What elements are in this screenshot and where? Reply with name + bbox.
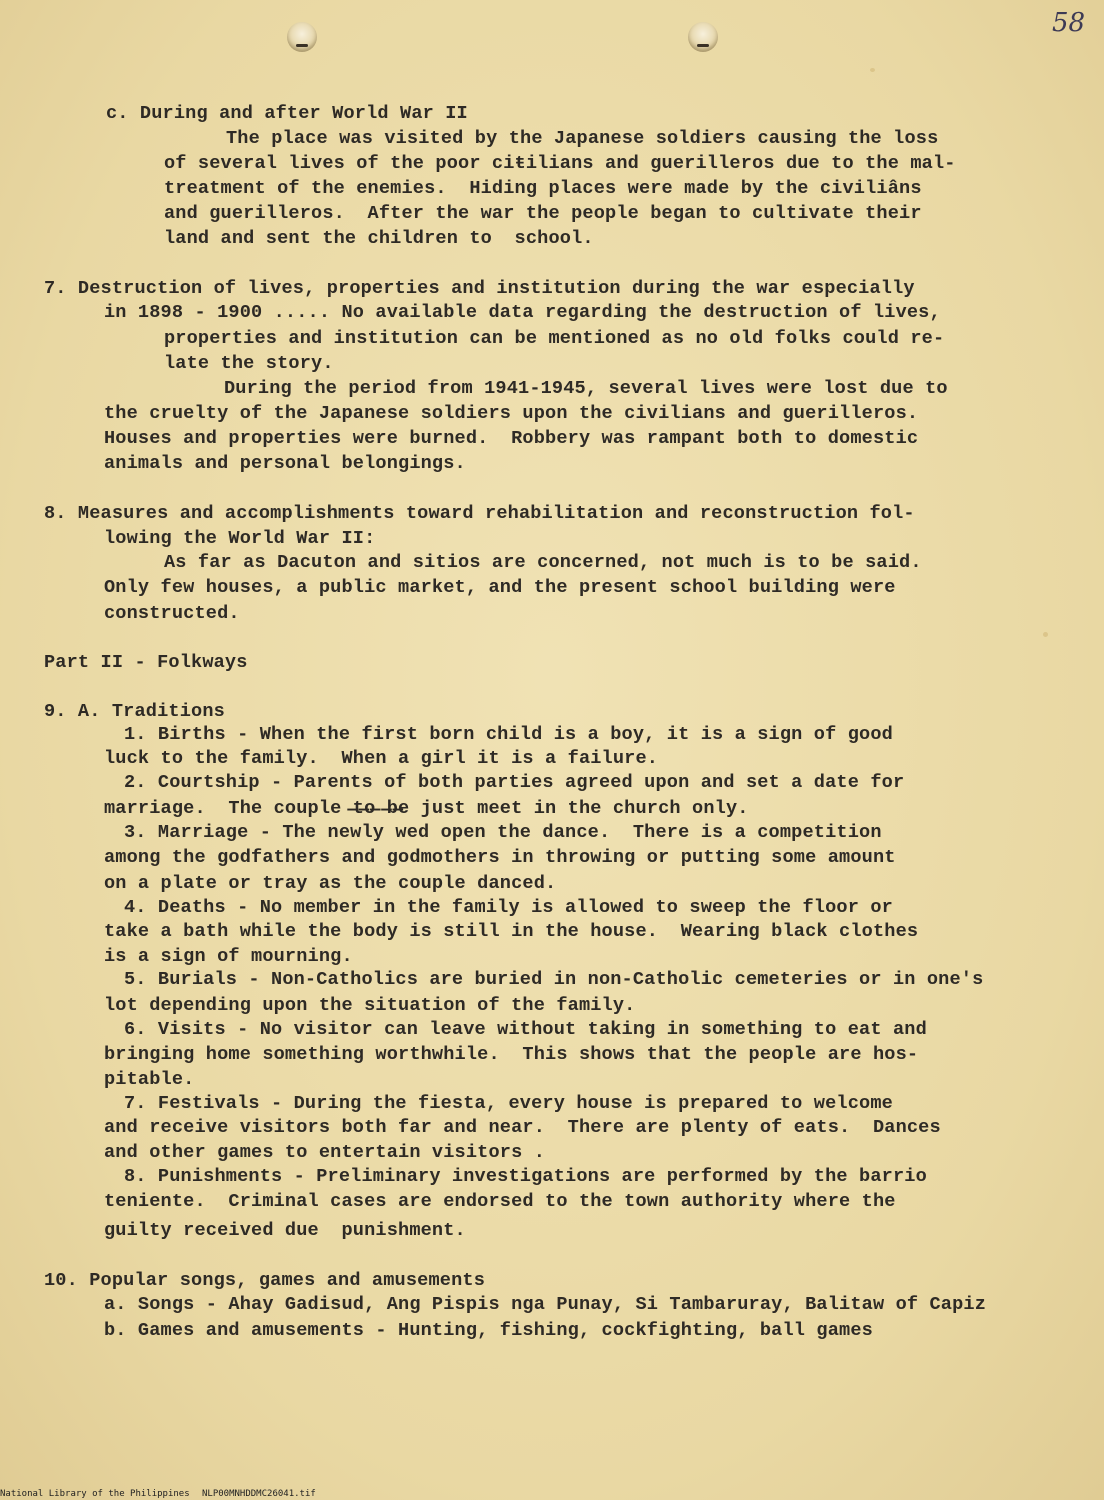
text-line: 5. Burials - Non-Catholics are buried in non-Catholic cemeteries or in one's	[124, 969, 984, 990]
paper-stain	[1043, 632, 1048, 637]
text-line: 1. Births - When the first born child is a boy, it is a sign of good	[124, 724, 893, 745]
text-line: take a bath while the body is still in the house. Wearing black clothes	[104, 921, 919, 942]
text-line: As far as Dacuton and sitios are concerned, not much is to be said.	[164, 552, 922, 573]
section-heading-c: c. During and after World War II	[106, 103, 468, 124]
text-line: constructed.	[104, 603, 240, 624]
text-line: treatment of the enemies. Hiding places were made by the civiliâns	[164, 178, 922, 199]
text-line: lot depending upon the situation of the family.	[104, 995, 636, 1016]
text-line: animals and personal belongings.	[104, 453, 466, 474]
text-line: 3. Marriage - The newly wed open the dance. There is a competition	[124, 822, 882, 843]
part-heading: Part II - Folkways	[44, 652, 248, 673]
text-line: and receive visitors both far and near. There are plenty of eats. Dances	[104, 1117, 941, 1138]
text-line: 6. Visits - No visitor can leave without taking in something to eat and	[124, 1019, 927, 1040]
text-line: Only few houses, a public market, and the present school building were	[104, 577, 896, 598]
paper-stain	[870, 68, 875, 72]
text-line: Houses and properties were burned. Robbery was rampant both to domestic	[104, 428, 919, 449]
text-line: teniente. Criminal cases are endorsed to the town authority where the	[104, 1191, 896, 1212]
text-line: 7. Festivals - During the fiesta, every house is prepared to welcome	[124, 1093, 893, 1114]
item-heading-7: 7. Destruction of lives, properties and institution during the war especially	[44, 278, 915, 299]
text-line: 8. Punishments - Preliminary investigations are performed by the barrio	[124, 1166, 927, 1187]
text-line: properties and institution can be mentioned as no old folks could re-	[164, 328, 945, 349]
text-line: late the story.	[164, 353, 334, 374]
punch-hole-right	[688, 22, 718, 52]
punch-hole-left	[287, 22, 317, 52]
text-line: and other games to entertain visitors .	[104, 1142, 546, 1163]
text-line: is a sign of mourning.	[104, 946, 353, 967]
text-line: the cruelty of the Japanese soldiers upon the civilians and guerilleros.	[104, 403, 919, 424]
text-line: During the period from 1941-1945, several lives were lost due to	[224, 378, 948, 399]
text-line: among the godfathers and godmothers in throwing or putting some amount	[104, 847, 896, 868]
text-line: The place was visited by the Japanese soldiers causing the loss	[226, 128, 939, 149]
text-line: land and sent the children to school.	[164, 228, 594, 249]
footer-file-id: NLP00MNHDDMC26041.tif	[202, 1489, 316, 1499]
item-heading-8: 8. Measures and accomplishments toward rehabilitation and reconstruction fol-	[44, 503, 915, 524]
text-line: 4. Deaths - No member in the family is allowed to sweep the floor or	[124, 897, 893, 918]
item-heading-10: 10. Popular songs, games and amusements	[44, 1270, 486, 1291]
text-line: and guerilleros. After the war the people began to cultivate their	[164, 203, 922, 224]
text-line: 2. Courtship - Parents of both parties agreed upon and set a date for	[124, 772, 905, 793]
item-heading-9: 9. A. Traditions	[44, 701, 225, 722]
text-line: of several lives of the poor ciŧilians and guerilleros due to the mal-	[164, 153, 956, 174]
handwritten-page-number: 58	[1052, 8, 1086, 38]
text-line: pitable.	[104, 1069, 195, 1090]
text-line: marriage. The couple ̶t̶o̶ ̶b̶e just meet in the church only.	[104, 798, 749, 819]
text-line: guilty received due punishment.	[104, 1220, 466, 1241]
footer-library: National Library of the Philippines	[0, 1489, 190, 1499]
text-line: in 1898 - 1900 ..... No available data regarding the destruction of lives,	[104, 302, 941, 323]
text-line: bringing home something worthwhile. This shows that the people are hos-	[104, 1044, 919, 1065]
text-line: luck to the family. When a girl it is a failure.	[104, 748, 659, 769]
text-line: b. Games and amusements - Hunting, fishing, cockfighting, ball games	[104, 1320, 873, 1341]
text-line: lowing the World War II:	[104, 528, 376, 549]
text-line: on a plate or tray as the couple danced.	[104, 873, 557, 894]
text-line: a. Songs - Ahay Gadisud, Ang Pispis nga Punay, Si Tambaruray, Balitaw of Capiz	[104, 1294, 987, 1315]
